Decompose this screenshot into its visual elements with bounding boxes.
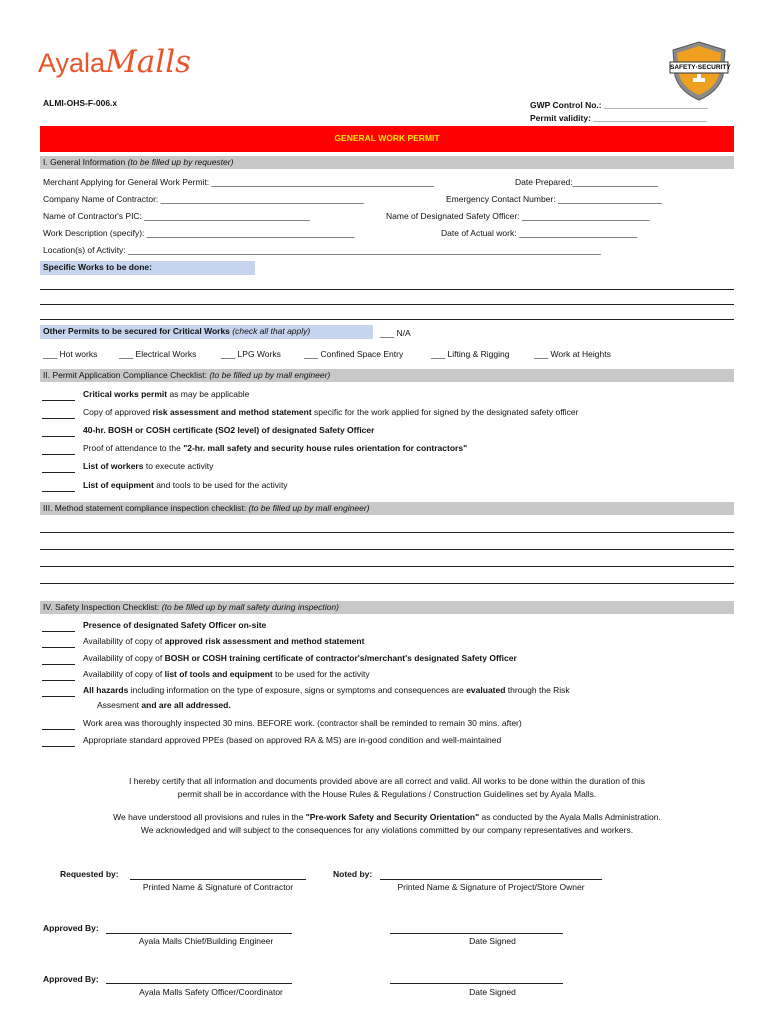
method-statement-line-4[interactable] (40, 583, 734, 584)
checkbox-line[interactable] (42, 418, 75, 419)
checkbox-line[interactable] (42, 696, 75, 697)
checkbox-line[interactable] (42, 680, 75, 681)
permit-option-lifting[interactable]: ___ Lifting & Rigging (431, 349, 510, 359)
checklist-item: List of workers to execute activity (83, 461, 214, 471)
certification-line-4: We acknowledged and will subject to the consequences for any violations committed by our company representatives and workers. (140, 825, 634, 835)
date-signed-line-1[interactable] (390, 933, 563, 934)
section-4-note: (to be filled up by mall safety during inspection) (161, 602, 339, 612)
page-title: GENERAL WORK PERMIT (40, 126, 734, 152)
checklist-item: 40-hr. BOSH or COSH certificate (SO2 level) of designated Safety Officer (83, 425, 375, 435)
section-4-title: IV. Safety Inspection Checklist: (43, 602, 160, 612)
date-signed-caption-1: Date Signed (469, 936, 516, 946)
checkbox-line[interactable] (42, 729, 75, 730)
approved-by-label-1: Approved By: (43, 923, 99, 933)
field-work-description[interactable]: Work Description (specify): ____________________________________________ (43, 228, 355, 238)
section-4-heading (40, 601, 734, 614)
checklist-item: Copy of approved risk assessment and method statement specific for the work applied for signed by the designated safety officer (83, 407, 579, 417)
specific-works-line-3[interactable] (40, 319, 734, 320)
requested-by-signature-line[interactable] (130, 879, 306, 880)
logo-ayala: Ayala (38, 48, 106, 78)
permit-option-lpg[interactable]: ___ LPG Works (221, 349, 281, 359)
section-1-note: (to be filled up by requester) (127, 157, 234, 167)
gwp-control-number: GWP Control No.: ______________________ (530, 100, 708, 110)
method-statement-line-1[interactable] (40, 532, 734, 533)
section-3-title: III. Method statement compliance inspection checklist: (43, 503, 247, 513)
ayala-malls-logo (38, 44, 191, 80)
approved-by-caption-1: Ayala Malls Chief/Building Engineer (138, 936, 274, 946)
section-1-title: I. General Information (43, 157, 126, 167)
badge-text: SAFETY·SECURITY (670, 64, 731, 71)
other-permits-label (40, 325, 373, 339)
permit-option-confined-space[interactable]: ___ Confined Space Entry (304, 349, 404, 359)
date-signed-caption-2: Date Signed (469, 987, 516, 997)
field-date-actual-work[interactable]: Date of Actual work: _________________________ (441, 228, 638, 238)
checklist-item-continuation: Assesment and are all addressed. (97, 700, 231, 710)
specific-works-label: Specific Works to be done: (40, 261, 255, 275)
checklist-item: Presence of designated Safety Officer on-site (83, 620, 267, 630)
field-contractor-pic[interactable]: Name of Contractor's PIC: ___________________________________ (43, 211, 310, 221)
approved-by-signature-line-2[interactable] (106, 983, 292, 984)
section-2-heading (40, 369, 734, 382)
section-2-note: (to be filled up by mall engineer) (209, 370, 331, 380)
checkbox-line[interactable] (42, 400, 75, 401)
other-permits-title: Other Permits to be secured for Critical Works (43, 326, 230, 336)
certification-line-1: I hereby certify that all information and documents provided above are all correct and valid. All works to be done within the duration of this (129, 776, 645, 786)
permit-option-work-at-heights[interactable]: ___ Work at Heights (534, 349, 611, 359)
date-signed-line-2[interactable] (390, 983, 563, 984)
field-emergency-contact[interactable]: Emergency Contact Number: ______________________ (446, 194, 662, 204)
field-merchant[interactable]: Merchant Applying for General Work Permit: _______________________________________________ (43, 177, 434, 187)
checkbox-line[interactable] (42, 664, 75, 665)
logo-malls: Malls (105, 44, 192, 80)
checklist-item: Proof of attendance to the "2-hr. mall safety and security house rules orientation for contractors" (83, 443, 468, 453)
requested-by-caption: Printed Name & Signature of Contractor (142, 882, 294, 892)
checklist-item: Availability of copy of approved risk assessment and method statement (83, 636, 365, 646)
approved-by-label-2: Approved By: (43, 974, 99, 984)
permit-validity: Permit validity: ________________________ (530, 113, 707, 123)
noted-by-caption: Printed Name & Signature of Project/Store Owner (397, 882, 585, 892)
checkbox-line[interactable] (42, 491, 75, 492)
approved-by-caption-2: Ayala Malls Safety Officer/Coordinator (139, 987, 283, 997)
checkbox-line[interactable] (42, 746, 75, 747)
other-permits-note: (check all that apply) (232, 326, 311, 336)
checklist-item: All hazards including information on the type of exposure, signs or symptoms and consequences are evaluated through the Risk (83, 685, 570, 695)
checkbox-line[interactable] (42, 647, 75, 648)
checklist-item: Availability of copy of list of tools and equipment to be used for the activity (83, 669, 370, 679)
specific-works-line-1[interactable] (40, 289, 734, 290)
field-company-name[interactable]: Company Name of Contractor: ___________________________________________ (43, 194, 364, 204)
permit-option-hot-works[interactable]: ___ Hot works (43, 349, 98, 359)
checklist-item: List of equipment and tools to be used for the activity (83, 480, 288, 490)
checkbox-line[interactable] (42, 436, 75, 437)
section-2-title: II. Permit Application Compliance Checklist: (43, 370, 207, 380)
section-3-note: (to be filled up by mall engineer) (248, 503, 370, 513)
field-location[interactable]: Location(s) of Activity: ____________________________________________________________________________________________________ (43, 245, 601, 255)
specific-works-line-2[interactable] (40, 304, 734, 305)
section-1-heading (40, 156, 734, 169)
other-permits-na[interactable]: ___ N/A (380, 328, 411, 338)
checklist-item: Work area was thoroughly inspected 30 mins. BEFORE work. (contractor shall be reminded to remain 30 mins. after) (83, 718, 522, 728)
certification-line-2: permit shall be in accordance with the House Rules & Regulations / Construction Guidelines set by Ayala Malls. (177, 789, 597, 799)
checkbox-line[interactable] (42, 472, 75, 473)
checkbox-line[interactable] (42, 631, 75, 632)
field-date-prepared[interactable]: Date Prepared:__________________ (515, 177, 658, 187)
noted-by-signature-line[interactable] (380, 879, 602, 880)
noted-by-label: Noted by: (333, 869, 373, 879)
field-safety-officer[interactable]: Name of Designated Safety Officer: ___________________________ (386, 211, 650, 221)
certification-line-3: We have understood all provisions and rules in the "Pre-work Safety and Security Orientation" as conducted by the Ayala Malls Administration. (113, 812, 661, 822)
checklist-item: Appropriate standard approved PPEs (based on approved RA & MS) are in-good condition and well-maintained (83, 735, 502, 745)
approved-by-signature-line-1[interactable] (106, 933, 292, 934)
permit-option-electrical[interactable]: ___ Electrical Works (119, 349, 197, 359)
safety-security-badge-icon (668, 40, 730, 102)
method-statement-line-3[interactable] (40, 566, 734, 567)
method-statement-line-2[interactable] (40, 549, 734, 550)
checkbox-line[interactable] (42, 454, 75, 455)
checklist-item: Availability of copy of BOSH or COSH training certificate of contractor's/merchant's designated Safety Officer (83, 653, 517, 663)
section-3-heading (40, 502, 734, 515)
checklist-item: Critical works permit as may be applicable (83, 389, 250, 399)
form-code: ALMI-OHS-F-006.x (43, 98, 118, 108)
requested-by-label: Requested by: (60, 869, 119, 879)
